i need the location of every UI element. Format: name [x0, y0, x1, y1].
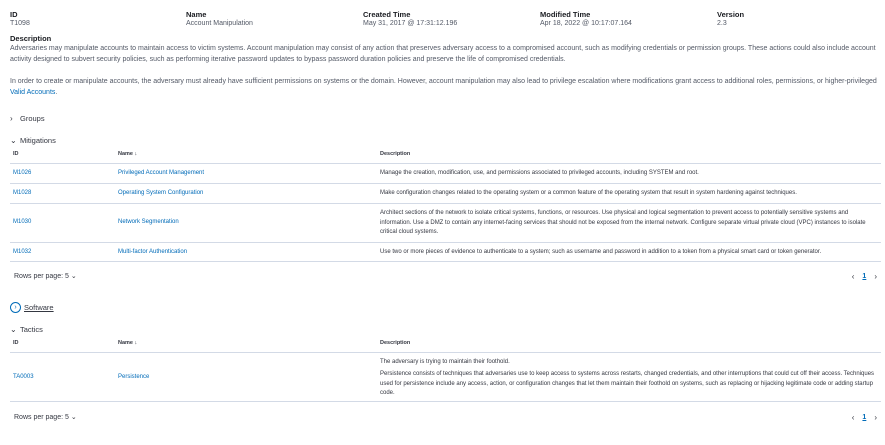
- groups-label: Groups: [20, 114, 45, 123]
- table-row: [10, 163, 881, 183]
- modified-value: Apr 18, 2022 @ 10:17:07.164: [540, 20, 632, 27]
- description-paragraph-2: [10, 77, 880, 98]
- modified-field: [540, 10, 632, 28]
- groups-accordion-toggle[interactable]: [10, 114, 45, 123]
- page-number[interactable]: 1: [862, 273, 867, 280]
- tactics-col-desc[interactable]: Description: [380, 340, 411, 346]
- chevron-left-icon[interactable]: ‹: [851, 413, 855, 422]
- description-paragraph-1: Adversaries may manipulate accounts to maintain access to victim systems. Account manipulation may consist of any action that preserves adversary access to a compromised account, such as modifying credentials or permission groups. These actions could also include account activity designed to subvert security policies, such as performing iterative password updates to bypass password duration policies and preserve the life of compromised credentials.: [10, 45, 876, 63]
- technique-metadata: [10, 10, 875, 32]
- tactic-name-link[interactable]: Persistence: [118, 374, 150, 380]
- mitigation-id-link[interactable]: M1032: [13, 249, 32, 255]
- tactics-col-id[interactable]: ID: [13, 340, 19, 346]
- tactic-description-summary: The adversary is trying to maintain their foothold.: [380, 359, 510, 365]
- mitigations-col-id[interactable]: ID: [13, 151, 19, 157]
- rows-per-page-label: Rows per page: 5: [14, 273, 69, 280]
- mitigations-table-header: [10, 151, 881, 163]
- mitigations-col-desc[interactable]: Description: [380, 151, 411, 157]
- tactic-description-detail: Persistence consists of techniques that adversaries use to keep access to systems across restarts, changed credentials, and other interruptions that could cut off their access. Techniques used for persistence include any access, action, or configuration changes that let them maintain their foothold on systems, such as replacing or hijacking legitimate code or adding startup code.: [380, 371, 875, 396]
- mitigation-name-link[interactable]: Multi-factor Authentication: [118, 249, 188, 255]
- tactics-pagination: [852, 413, 877, 422]
- version-field: [717, 10, 744, 28]
- rows-per-page-label: Rows per page: 5: [14, 414, 69, 421]
- tactics-table-header: [10, 340, 881, 352]
- table-row: [10, 203, 881, 242]
- chevron-down-icon: ⌄: [70, 273, 77, 280]
- sort-arrow-down-icon: ↓: [134, 340, 138, 346]
- version-value: 2.3: [717, 20, 727, 27]
- mitigation-description: Make configuration changes related to the operating system or a common feature of the operating system that result in system hardening against techniques.: [380, 190, 797, 196]
- name-label: Name: [186, 10, 207, 19]
- mitigations-pagination: [852, 272, 877, 281]
- chevron-down-icon: ⌄: [10, 325, 17, 334]
- id-field: [10, 10, 30, 28]
- chevron-right-icon: ›: [10, 114, 13, 123]
- valid-accounts-link[interactable]: Valid Accounts: [10, 88, 56, 96]
- mitigation-name-link[interactable]: Privileged Account Management: [118, 170, 205, 176]
- mitigation-name-link[interactable]: Network Segmentation: [118, 219, 179, 225]
- software-accordion-toggle[interactable]: [10, 302, 54, 313]
- created-field: [363, 10, 457, 28]
- description-title: Description: [10, 34, 52, 43]
- description-paragraph-2-end: .: [55, 88, 58, 96]
- sort-arrow-down-icon: ↓: [134, 151, 138, 157]
- tactic-id-link[interactable]: TA0003: [13, 374, 34, 380]
- version-label: Version: [717, 10, 745, 19]
- mitigation-description: Manage the creation, modification, use, and permissions associated to privileged accounts, including SYSTEM and root.: [380, 170, 699, 176]
- created-value: May 31, 2017 @ 17:31:12.196: [363, 20, 458, 27]
- tactics-col-name[interactable]: [118, 340, 137, 346]
- tactics-accordion-toggle[interactable]: [10, 325, 43, 334]
- page-number[interactable]: 1: [862, 414, 867, 421]
- chevron-left-icon[interactable]: ‹: [851, 272, 855, 281]
- mitigations-label: Mitigations: [20, 136, 56, 145]
- table-row: [10, 352, 881, 402]
- chevron-right-icon[interactable]: ›: [874, 413, 877, 422]
- id-value: T1098: [10, 20, 30, 27]
- id-label: ID: [10, 10, 18, 19]
- table-row: [10, 242, 881, 262]
- table-divider: [10, 401, 881, 402]
- mitigation-id-link[interactable]: M1030: [13, 219, 32, 225]
- chevron-down-icon: ⌄: [70, 414, 77, 421]
- table-divider: [10, 261, 881, 262]
- mitigation-name-link[interactable]: Operating System Configuration: [118, 190, 204, 196]
- tactics-col-name-label: Name: [118, 340, 133, 346]
- chevron-down-icon: ⌄: [10, 136, 17, 145]
- table-row: [10, 183, 881, 203]
- software-label: Software: [24, 303, 54, 312]
- mitigation-id-link[interactable]: M1028: [13, 190, 32, 196]
- mitigations-rows-per-page[interactable]: [14, 272, 77, 280]
- created-label: Created Time: [363, 10, 411, 19]
- mitigation-description: Use two or more pieces of evidence to authenticate to a system; such as username and password in addition to a token from a physical smart card or token generator.: [380, 249, 822, 255]
- modified-label: Modified Time: [540, 10, 591, 19]
- tactics-rows-per-page[interactable]: [14, 413, 77, 421]
- chevron-right-icon: ›: [10, 302, 21, 313]
- description-paragraph-2-text: In order to create or manipulate accounts, the adversary must already have sufficient permissions on systems or the domain. However, account manipulation may also lead to privilege escalation where modifications grant access to additional roles, permissions, or higher-privileged: [10, 78, 877, 85]
- tactics-label: Tactics: [20, 325, 43, 334]
- mitigation-description: Architect sections of the network to isolate critical systems, functions, or resources. Use physical and logical segmentation to prevent access to potentially sensitive systems and information. Use a DMZ to contain any internet-facing services that should not be exposed from the internal network. Configure separate virtual private cloud (VPC) instances to isolate critical cloud systems.: [380, 210, 866, 235]
- chevron-right-icon[interactable]: ›: [874, 272, 877, 281]
- mitigation-id-link[interactable]: M1026: [13, 170, 32, 176]
- mitigations-accordion-toggle[interactable]: [10, 136, 56, 145]
- mitigations-col-name[interactable]: [118, 151, 137, 157]
- name-field: [186, 10, 253, 28]
- name-value: Account Manipulation: [186, 20, 253, 27]
- mitigations-col-name-label: Name: [118, 151, 133, 157]
